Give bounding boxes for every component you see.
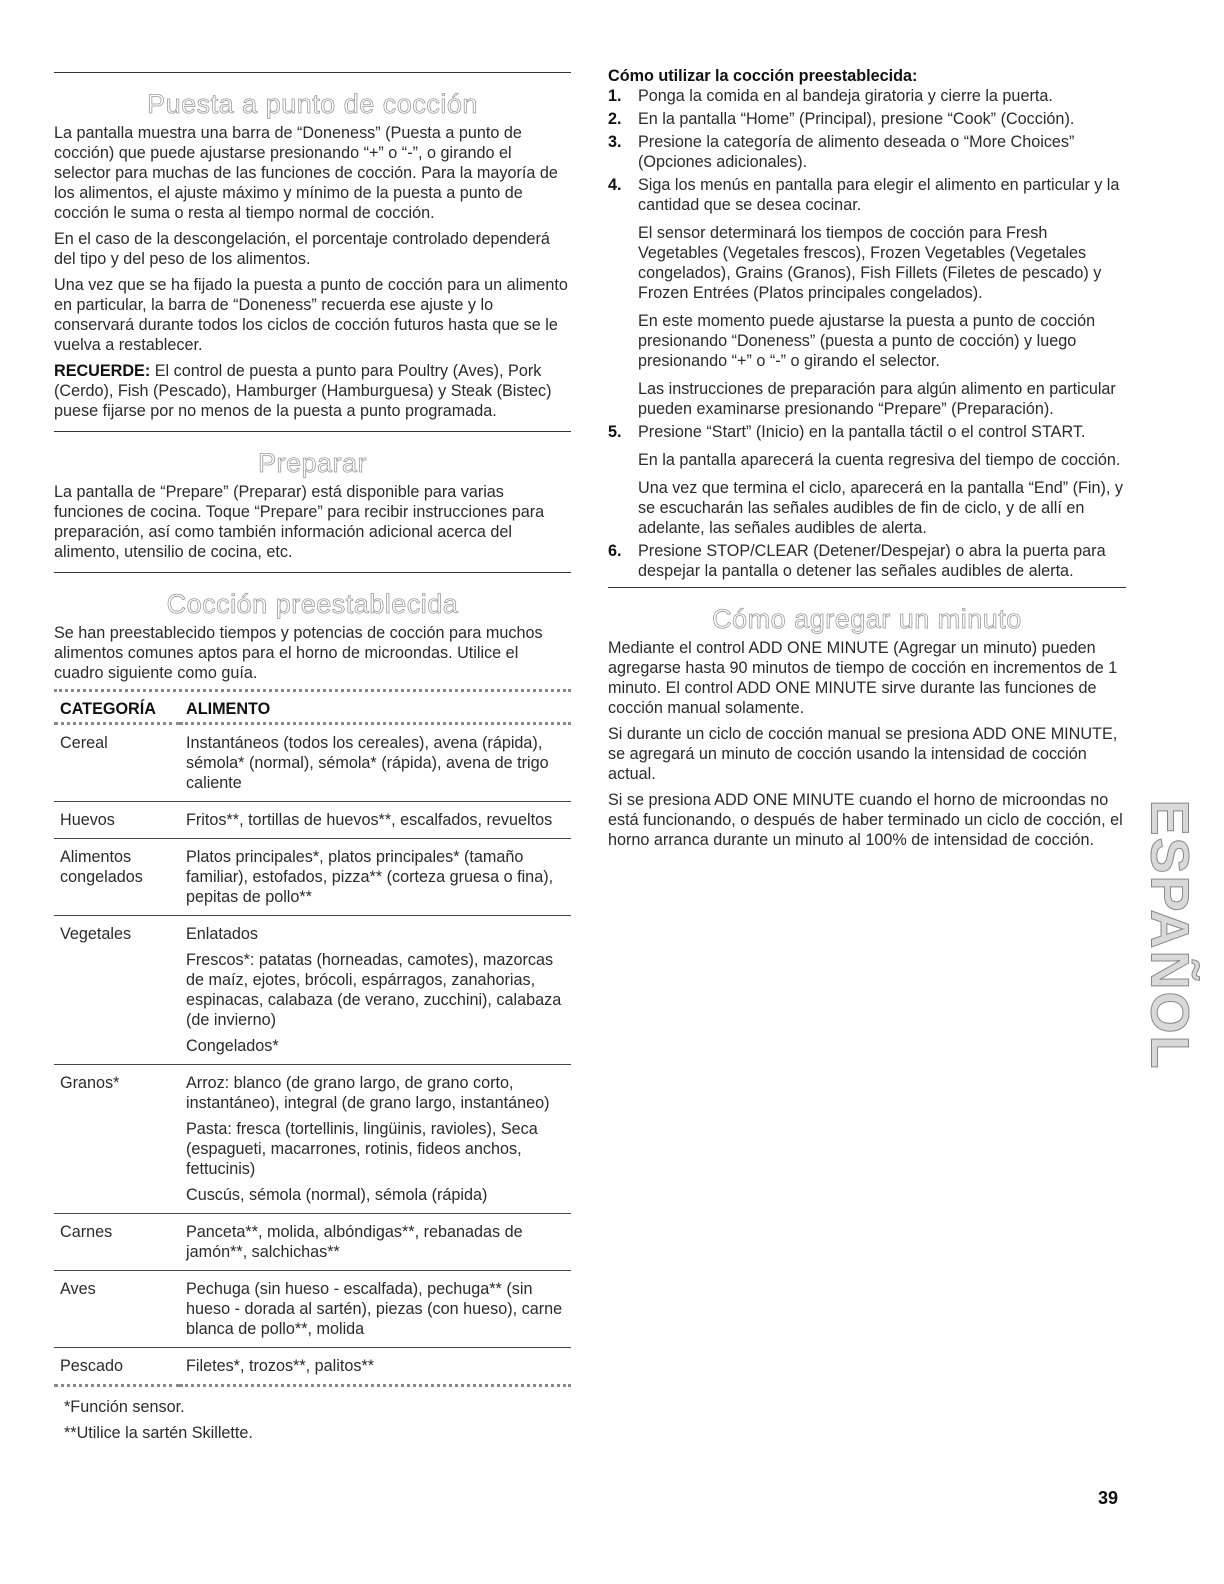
howto-step [608,175,1126,419]
table-header-category: CATEGORÍA [60,700,156,718]
food-item: Frescos*: patatas (horneadas, camotes), mazorcas de maíz, ejotes, brócoli, espárragos, zanahorias, espinacas, calabaza (de verano, zucchini), calabaza (de invierno) [186,951,562,1029]
side-tab-label: ESPAÑOL [1140,799,1200,1071]
table-row [54,1271,571,1348]
table-row [54,724,571,802]
table-cell-category: Vegetales [54,916,180,1065]
table-cell-category: Cereal [54,724,180,802]
howto-step [608,132,1126,172]
section-rule [608,587,1126,588]
food-item: Pasta: fresca (tortellinis, lingüinis, ravioles), Seca (espagueti, macarrones, rotinis, fideos anchos, fettucinis) [186,1120,538,1178]
addminute-paragraph-3: Si se presiona ADD ONE MINUTE cuando el horno de microondas no está funcionando, o después de haber terminado un ciclo de cocción, el horno arranca durante un minuto al 100% de intensidad de cocción. [608,791,1123,849]
table-row [54,802,571,839]
table-cell-food [180,1348,571,1386]
howto-step [608,541,1126,581]
food-item: Platos principales*, platos principales* (tamaño familiar), estofados, pizza** (corteza gruesa o fina), pepitas de pollo** [186,848,554,906]
step-number: 4. [608,176,622,194]
table-top-rule [54,689,571,692]
step-text: Presione STOP/CLEAR (Detener/Despejar) o abra la puerta para despejar la pantalla o detener las señales audibles de alerta. [638,542,1106,580]
addminute-title: Cómo agregar un minuto [712,604,1022,634]
right-column [608,66,1126,856]
step-text: Ponga la comida en al bandeja giratoria y cierre la puerta. [638,87,1053,105]
food-item: Arroz: blanco (de grano largo, de grano corto, instantáneo), integral (de grano largo, instantáneo) [186,1074,550,1112]
food-item: Pechuga (sin hueso - escalfada), pechuga** (sin hueso - dorada al sartén), piezas (con hueso), carne blanca de pollo**, molida [186,1280,563,1338]
step-number: 2. [608,110,622,128]
food-item: Filetes*, trozos**, palitos** [186,1357,375,1375]
table-cell-category: Aves [54,1271,180,1348]
step-text: Presione “Start” (Inicio) en la pantalla táctil o el control START. [638,423,1086,441]
table-cell-category: Alimentos congelados [54,839,180,916]
food-item: Enlatados [186,925,258,943]
step-text: En la pantalla “Home” (Principal), presione “Cook” (Cocción). [638,110,1075,128]
prepare-title: Preparar [257,448,368,478]
step-text: Las instrucciones de preparación para algún alimento en particular pueden examinarse presionando “Prepare” (Preparación). [638,380,1116,418]
step-number: 1. [608,87,622,105]
step-text: Siga los menús en pantalla para elegir el alimento en particular y la cantidad que se desea cocinar. [638,176,1120,214]
table-cell-category: Carnes [54,1214,180,1271]
preset-title: Cocción preestablecida [166,589,459,619]
remember-text: El control de puesta a punto para Poultry (Aves), Pork (Cerdo), Fish (Pescado), Hamburger (Hamburguesa) y Steak (Bistec) puese fijarse por no menos de la puesta a punto programada. [54,362,552,420]
howto-steps [608,86,1126,581]
table-cell-category: Huevos [54,802,180,839]
howto-step [608,422,1126,538]
footnote-skillet: **Utilice la sartén Skillette. [64,1424,253,1442]
table-cell-category: Granos* [54,1065,180,1214]
table-row [54,1348,571,1386]
step-text: Una vez que termina el ciclo, aparecerá en la pantalla “End” (Fin), y se escucharán las señales audibles de fin de ciclo, y de allí en adelante, las señales audibles de alerta. [638,479,1123,537]
section-rule [54,431,571,432]
step-number: 6. [608,542,622,560]
table-row [54,1214,571,1271]
step-text: Presione la categoría de alimento deseada o “More Choices” (Opciones adicionales). [638,133,1075,171]
section-rule [54,72,571,73]
table-cell-category: Pescado [54,1348,180,1386]
table-cell-food [180,724,571,802]
step-number: 3. [608,133,622,151]
table-cell-food [180,839,571,916]
table-row [54,916,571,1065]
table-header-food: ALIMENTO [186,700,271,718]
food-item: Cuscús, sémola (normal), sémola (rápida) [186,1186,488,1204]
addminute-paragraph-2: Si durante un ciclo de cocción manual se presiona ADD ONE MINUTE, se agregará un minuto de cocción usando la intensidad de cocción actual. [608,725,1118,783]
food-item: Congelados* [186,1037,279,1055]
howto-step [608,86,1126,106]
doneness-paragraph-1: La pantalla muestra una barra de “Doneness” (Puesta a punto de cocción) que puede ajustarse presionando “+” o “-”, o girando el selector para muchas de las funciones de cocción. Para la mayoría de los alimentos, el ajuste máximo y mínimo de la puesta a punto de cocción le suma o resta al tiempo normal de cocción. [54,124,558,222]
section-rule [54,572,571,573]
footnote-sensor: *Función sensor. [64,1398,185,1416]
howto-step [608,109,1126,129]
food-item: Fritos**, tortillas de huevos**, escalfados, revueltos [186,811,553,829]
howto-heading: Cómo utilizar la cocción preestablecida: [608,67,918,85]
doneness-paragraph-2: En el caso de la descongelación, el porcentaje controlado dependerá del tipo y del peso de los alimentos. [54,230,550,268]
table-cell-food [180,916,571,1065]
preset-paragraph: Se han preestablecido tiempos y potencias de cocción para muchos alimentos comunes aptos para el horno de microondas. Utilice el cuadro siguiente como guía. [54,624,543,682]
prepare-paragraph: La pantalla de “Prepare” (Preparar) está disponible para varias funciones de cocina. Toque “Prepare” para recibir instrucciones para preparación, así como también información adicional acerca del alimento, utensilio de cocina, etc. [54,483,545,561]
page-number: 39 [1098,1488,1119,1508]
step-text: En este momento puede ajustarse la puesta a punto de cocción presionando “Doneness” (puesta a punto de cocción) y luego presionando “+” o “-” o girando el selector. [638,312,1096,370]
food-item: Instantáneos (todos los cereales), avena (rápida), sémola* (normal), sémola* (rápida), avena de trigo caliente [186,734,549,792]
doneness-title: Puesta a punto de cocción [147,89,478,119]
addminute-paragraph-1: Mediante el control ADD ONE MINUTE (Agregar un minuto) pueden agregarse hasta 90 minutos de tiempo de cocción en incrementos de 1 minuto. El control ADD ONE MINUTE sirve durante las funciones de cocción manual solamente. [608,639,1118,717]
table-row [54,1065,571,1214]
table-body [54,724,571,1386]
table-cell-food [180,1271,571,1348]
language-side-tab [1140,799,1200,1071]
doneness-paragraph-3: Una vez que se ha fijado la puesta a punto de cocción para un alimento en particular, la barra de “Doneness” recuerda ese ajuste y lo conservará durante todos los ciclos de cocción futuros hasta que se le vuelva a restablecer. [54,276,568,354]
step-text: En la pantalla aparecerá la cuenta regresiva del tiempo de cocción. [638,451,1121,469]
step-number: 5. [608,423,622,441]
table-row [54,839,571,916]
table-cell-food [180,1214,571,1271]
food-item: Panceta**, molida, albóndigas**, rebanadas de jamón**, salchichas** [186,1223,523,1261]
left-column [54,72,571,1443]
table-cell-food [180,1065,571,1214]
preset-guide-table [54,696,571,1387]
remember-label: RECUERDE: [54,362,151,380]
step-text: El sensor determinará los tiempos de cocción para Fresh Vegetables (Vegetales frescos), Frozen Vegetables (Vegetales congelados), Grains (Granos), Fish Fillets (Filetes de pescado) y Frozen Entrées (Platos principales congelados). [638,224,1102,302]
doneness-remember [54,361,571,421]
table-cell-food [180,802,571,839]
